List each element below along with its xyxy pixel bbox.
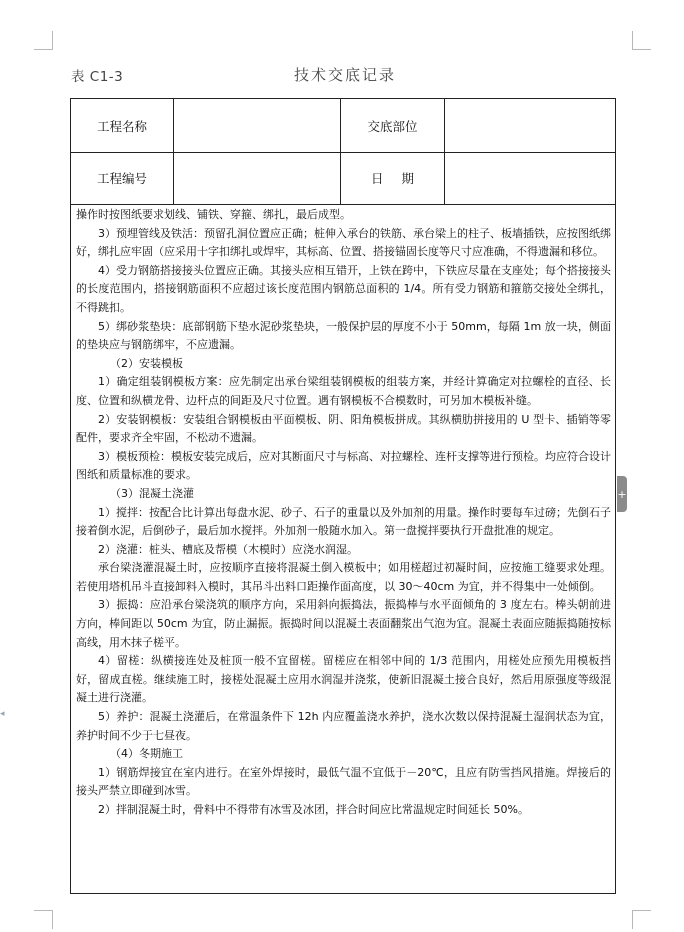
- section-heading: （3）混凝土浇灌: [110, 486, 194, 500]
- paragraph: 4）留槎：纵横接连处及桩顶一般不宜留槎。留槎应在相邻中间的 1/3 范围内，用槎处应预先用模板挡好，留成直槎。继续施工时，接槎处混凝土应用水润湿并浇浆，使新旧混凝土接合良好，然后用原强度等级混凝土进行浇灌。: [76, 654, 611, 705]
- project-name-field[interactable]: [174, 99, 341, 152]
- header-row-2: [71, 152, 615, 205]
- part-field[interactable]: [445, 99, 615, 152]
- header-row-1: [71, 99, 615, 153]
- section-heading: （2）安装模板: [110, 356, 183, 370]
- crop-mark-top-right: [632, 31, 651, 50]
- project-no-field[interactable]: [174, 152, 341, 204]
- crop-mark-top-left: [34, 31, 53, 50]
- paragraph: 1）确定组装钢模板方案：应先制定出承台梁组装钢模板的组装方案，并经计算确定对拉螺栓的直径、长度、位置和纵横龙骨、边杆点的间距及尺寸位置。遇有钢模板不合模数时，可另加木模板补缝。: [76, 375, 611, 407]
- paragraph: 操作时按图纸要求划线、铺铁、穿箍、绑扎，最后成型。: [76, 208, 351, 221]
- crop-mark-bottom-right: [632, 910, 651, 929]
- date-label: 日期: [341, 152, 445, 204]
- document-title: 技术交底记录: [294, 66, 397, 84]
- paragraph: 2）安装钢模板：安装组合钢模板由平面模板、阴、阳角模板拼成。其纵横肋拼接用的 U 型卡、插销等零配件，要求齐全牢固，不松动不遗漏。: [76, 412, 611, 445]
- paragraph: 承台梁浇灌混凝土时，应按顺序直接将混凝土倒入模板中；如用槎超过初凝时间，应按施工缝要求处理。若使用塔机吊斗直接卸料入模时，其吊斗出料口距操作面高度，以 30～40cm 为宜，并不得集中一处倾倒。: [76, 561, 611, 593]
- paragraph: 3）模板预检：模板安装完成后，应对其断面尺寸与标高、对拉螺栓、连杆支撑等进行预检。均应符合设计图纸和质量标准的要求。: [76, 449, 611, 482]
- date-field[interactable]: [445, 152, 615, 204]
- disclosure-content[interactable]: [76, 206, 611, 820]
- paragraph: 1）搅拌：按配合比计算出每盘水泥、砂子、石子的重量以及外加剂的用量。操作时要每车过磅；先倒石子接着倒水泥，后倒砂子，最后加水搅拌。外加剂一般随水加入。第一盘搅拌要执行开盘批准的规定。: [76, 505, 611, 538]
- paragraph: 1）钢筋焊接宜在室内进行。在室外焊接时，最低气温不宜低于－20℃，且应有防雪挡风措施。焊接后的接头严禁立即碰到冰雪。: [76, 765, 611, 798]
- record-sheet: [70, 98, 616, 894]
- section-heading: （4）冬期施工: [110, 747, 183, 761]
- expand-tab-icon[interactable]: +: [617, 476, 627, 512]
- paragraph: 2）拌制混凝土时，骨料中不得带有冰雪及冰团，拌合时间应比常温规定时间延长 50%。: [98, 803, 529, 816]
- part-label: 交底部位: [341, 99, 445, 152]
- paragraph: 5）绑砂浆垫块：底部钢筋下垫水泥砂浆垫块，一般保护层的厚度不小于 50mm，每隔 1m 放一块，侧面的垫块应与钢筋绑牢，不应遗漏。: [76, 319, 611, 352]
- form-code: 表 C1-3: [71, 69, 124, 85]
- project-no-label: 工程编号: [71, 152, 174, 204]
- paragraph: 4）受力钢筋搭接接头位置应正确。其接头应相互错开，上铁在跨中，下铁应尽量在支座处；每个搭接接头的长度范围内，搭接钢筋面积不应超过该长度范围内钢筋总面积的 1/4。所有受力钢筋和箍筋交接处全绑扎，不得跳扣。: [76, 263, 611, 314]
- paragraph: 2）浇灌：桩头、槽底及帮模（木模时）应浇水润湿。: [98, 542, 358, 556]
- crop-mark-bottom-left: [34, 910, 53, 929]
- paragraph: 3）振捣：应沿承台梁浇筑的顺序方向，采用斜向振捣法，振捣棒与水平面倾角的 3 度左右。棒头朝前进方向，棒间距以 50cm 为宜，防止漏振。振捣时间以混凝土表面翻浆出气泡为宜。混凝土表面应随振捣随按标高线，用木抹子槎平。: [76, 598, 611, 649]
- collapse-arrow-icon[interactable]: ◂: [0, 709, 5, 719]
- paragraph: 3）预埋管线及铁活：预留孔洞位置应正确；桩伸入承台的铁筋、承台梁上的柱子、板墙插铁，应按图纸绑好，绑扎应牢固（应采用十字扣绑扎或焊牢，其标高、位置、搭接锚固长度等尺寸应准确，不得遗漏和移位。: [76, 226, 611, 259]
- paragraph: 5）养护：混凝土浇灌后，在常温条件下 12h 内应覆盖浇水养护，浇水次数以保持混凝土湿润状态为宜，养护时间不少于七昼夜。: [76, 710, 611, 742]
- project-name-label: 工程名称: [71, 99, 174, 152]
